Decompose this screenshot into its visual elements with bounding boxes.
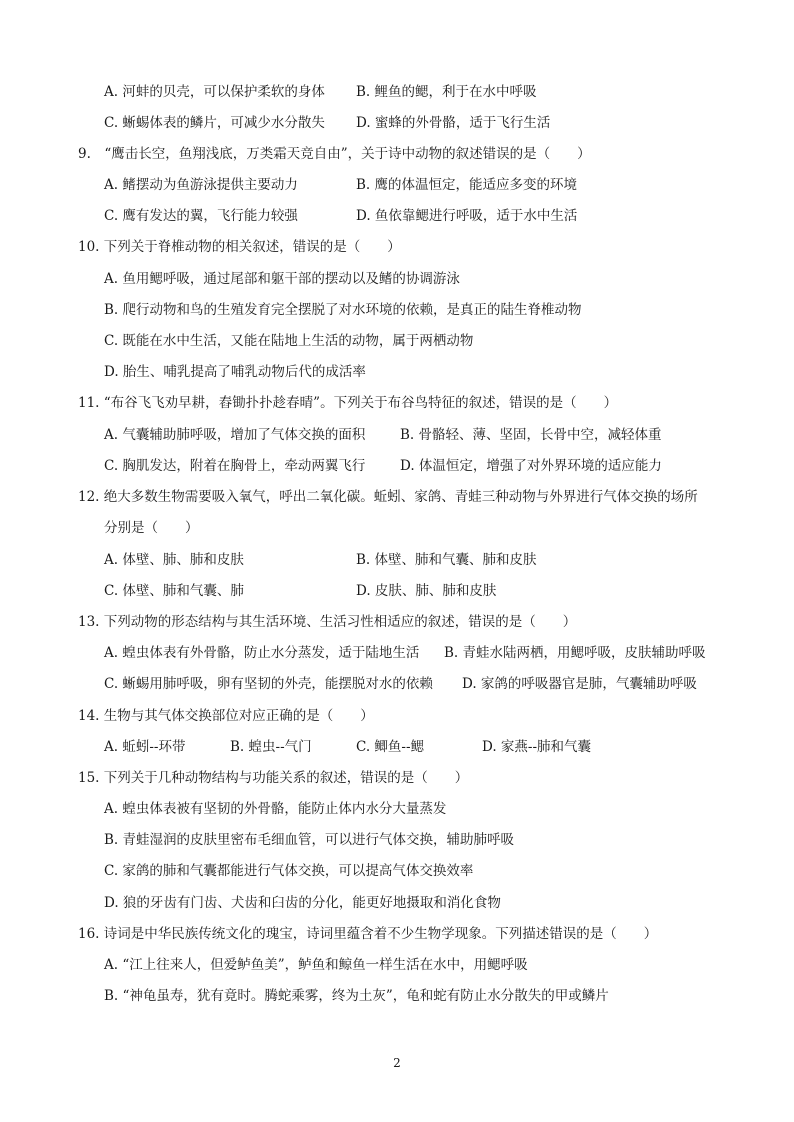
- q16-option-b: B. “神龟虽寿，犹有竟时。腾蛇乘雾，终为土灰”，龟和蛇有防止水分散失的甲或鳞片: [104, 988, 609, 1004]
- q9-option-b: B. 鹰的体温恒定，能适应多变的环境: [356, 177, 578, 193]
- q10-option-b: B. 爬行动物和鸟的生殖发育完全摆脱了对水环境的依赖，是真正的陆生脊椎动物: [104, 302, 582, 318]
- q8-option-c: C. 蜥蜴体表的鳞片，可减少水分散失: [104, 115, 325, 131]
- q14-stem: 14. 生物与其气体交换部位对应正确的是（ ）: [78, 708, 374, 724]
- page-number: 2: [393, 1056, 401, 1070]
- q13-option-a: A. 蝗虫体表有外骨骼，防止水分蒸发，适于陆地生活: [104, 645, 420, 661]
- q13-option-b: B. 青蛙水陆两栖，用鳃呼吸，皮肤辅助呼吸: [444, 645, 706, 661]
- q11-option-d: D. 体温恒定，增强了对外界环境的适应能力: [400, 458, 662, 474]
- q13-stem: 13. 下列动物的形态结构与其生活环境、生活习性相适应的叙述，错误的是（ ）: [78, 614, 577, 630]
- q9-stem: 9. “鹰击长空，鱼翔浅底，万类霜天竞自由”，关于诗中动物的叙述错误的是（ ）: [78, 146, 591, 162]
- q11-stem: 11. “布谷飞飞劝早耕，舂锄扑扑趁春晴”。下列关于布谷鸟特征的叙述，错误的是（ ）: [78, 395, 618, 411]
- q9-option-d: D. 鱼依靠鳃进行呼吸，适于水中生活: [356, 208, 578, 224]
- q12-option-c: C. 体壁、肺和气囊、肺: [104, 583, 244, 599]
- q14-option-c: C. 鲫鱼--鳃: [356, 739, 425, 755]
- q10-stem: 10. 下列关于脊椎动物的相关叙述，错误的是（ ）: [78, 239, 401, 255]
- q8-option-b: B. 鲤鱼的鳃，利于在水中呼吸: [356, 84, 537, 100]
- q16-stem: 16. 诗词是中华民族传统文化的瑰宝，诗词里蕴含着不少生物学现象。下列描述错误的是（ ）: [78, 926, 658, 942]
- q15-option-c: C. 家鸽的肺和气囊都能进行气体交换，可以提高气体交换效率: [104, 863, 474, 879]
- q15-option-a: A. 蝗虫体表被有坚韧的外骨骼，能防止体内水分大量蒸发: [104, 801, 447, 817]
- q12-stem-continued: 分别是（ ）: [104, 520, 199, 536]
- q10-option-a: A. 鱼用鳃呼吸，通过尾部和躯干部的摆动以及鳍的协调游泳: [104, 271, 460, 287]
- q8-option-a: A. 河蚌的贝壳，可以保护柔软的身体: [104, 84, 325, 100]
- q11-option-b: B. 骨骼轻、薄、坚固，长骨中空，减轻体重: [400, 427, 662, 443]
- q8-option-d: D. 蜜蜂的外骨骼，适于飞行生活: [356, 115, 551, 131]
- q15-option-d: D. 狼的牙齿有门齿、犬齿和臼齿的分化，能更好地摄取和消化食物: [104, 895, 501, 911]
- q12-option-a: A. 体壁、肺、肺和皮肤: [104, 552, 244, 568]
- q9-option-a: A. 鳍摆动为鱼游泳提供主要动力: [104, 177, 298, 193]
- q14-option-a: A. 蚯蚓--环带: [104, 739, 186, 755]
- q12-option-d: D. 皮肤、肺、肺和皮肤: [356, 583, 497, 599]
- q10-option-c: C. 既能在水中生活，又能在陆地上生活的动物，属于两栖动物: [104, 333, 474, 349]
- q12-stem: 12. 绝大多数生物需要吸入氧气，呼出二氧化碳。蚯蚓、家鸽、青蛙三种动物与外界进行气体交换的场所: [78, 489, 698, 505]
- q13-option-d: D. 家鸽的呼吸器官是肺，气囊辅助呼吸: [462, 676, 697, 692]
- q13-option-c: C. 蜥蜴用肺呼吸，卵有坚韧的外壳，能摆脱对水的依赖: [104, 676, 433, 692]
- q12-option-b: B. 体壁、肺和气囊、肺和皮肤: [356, 552, 537, 568]
- q14-option-d: D. 家燕--肺和气囊: [482, 739, 592, 755]
- q14-option-b: B. 蝗虫--气门: [230, 739, 312, 755]
- q11-option-c: C. 胸肌发达，附着在胸骨上，牵动两翼飞行: [104, 458, 366, 474]
- q11-option-a: A. 气囊辅助肺呼吸，增加了气体交换的面积: [104, 427, 366, 443]
- q16-option-a: A. “江上往来人，但爱鲈鱼美”，鲈鱼和鲸鱼一样生活在水中，用鳃呼吸: [104, 957, 528, 973]
- q15-option-b: B. 青蛙湿润的皮肤里密布毛细血管，可以进行气体交换，辅助肺呼吸: [104, 832, 515, 848]
- q10-option-d: D. 胎生、哺乳提高了哺乳动物后代的成活率: [104, 364, 366, 380]
- q9-option-c: C. 鹰有发达的翼，飞行能力较强: [104, 208, 298, 224]
- q15-stem: 15. 下列关于几种动物结构与功能关系的叙述，错误的是（ ）: [78, 770, 469, 786]
